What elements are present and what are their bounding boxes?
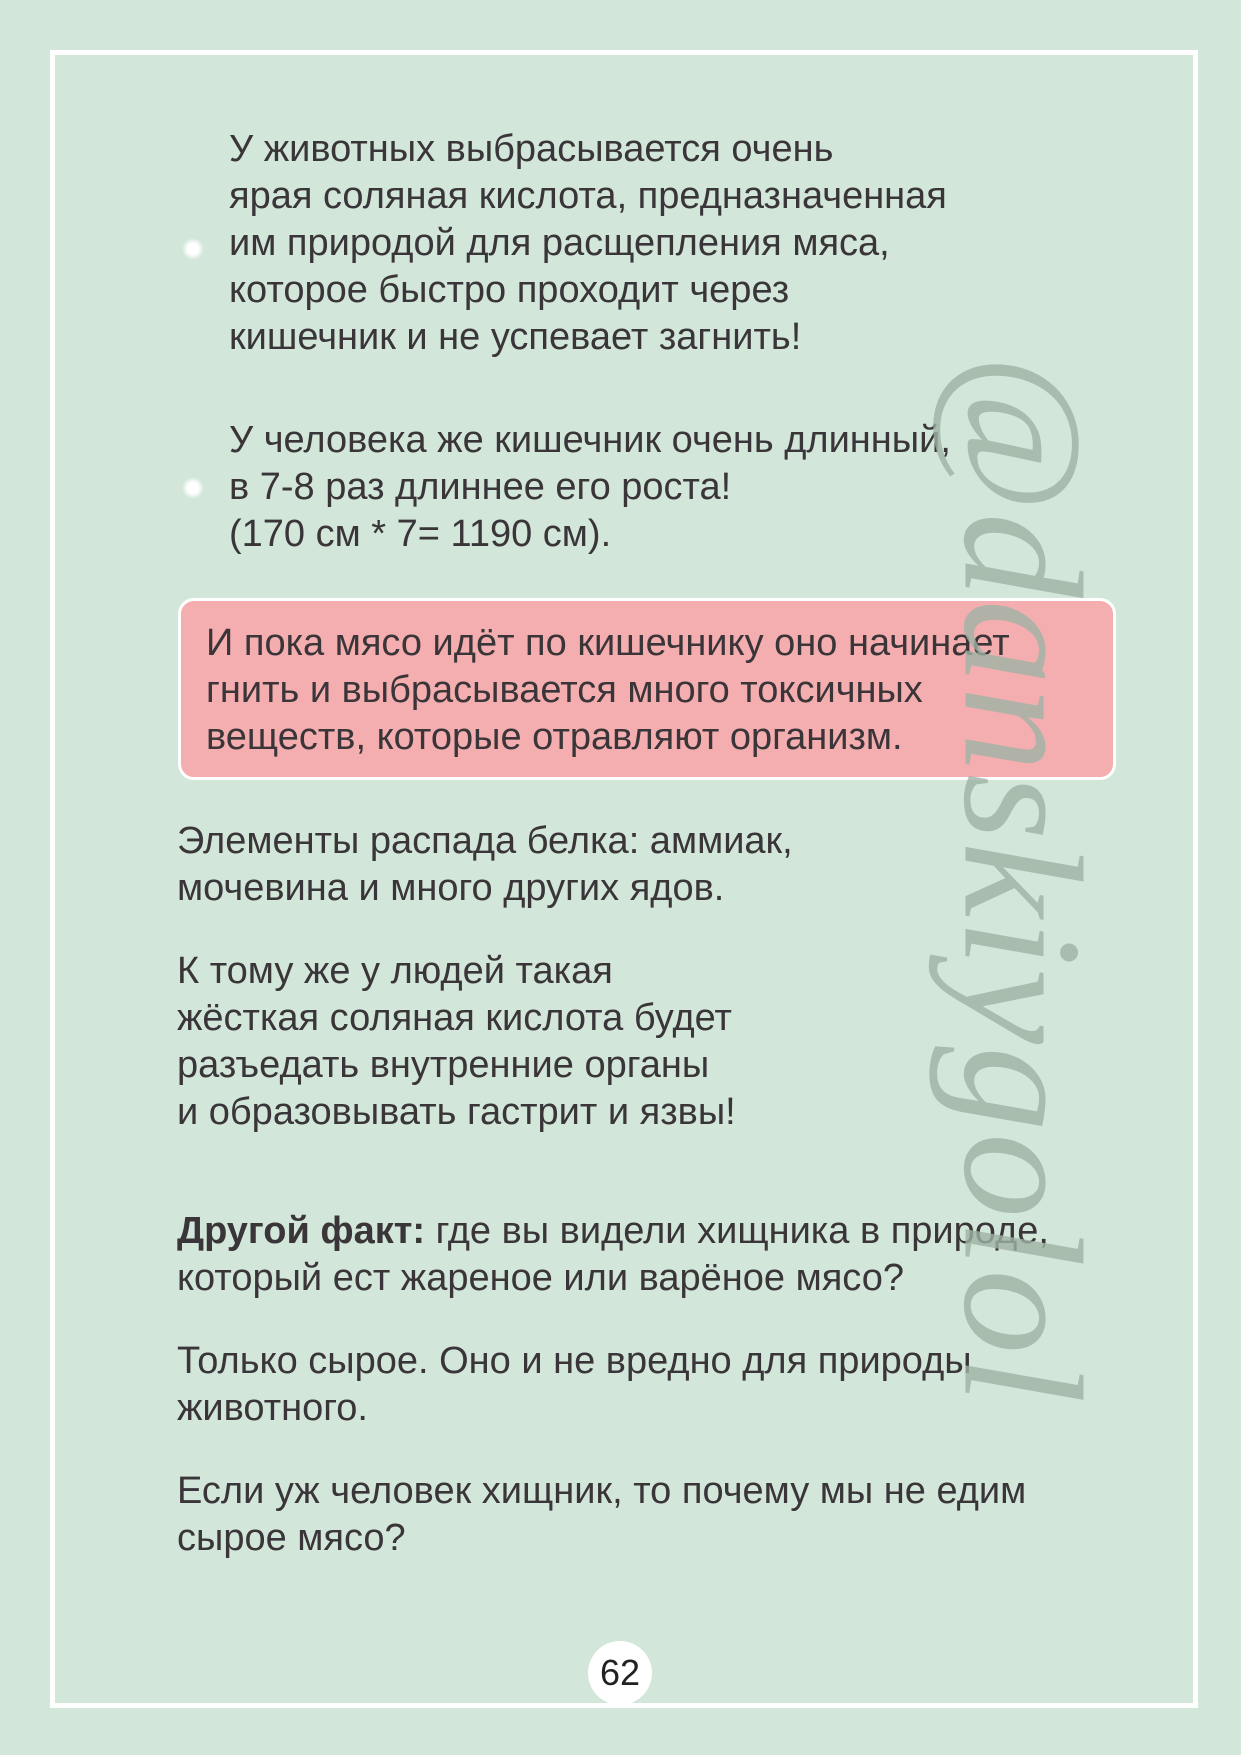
text-line: гнить и выбрасывается много токсичных [206, 669, 923, 711]
page-number: 62 [588, 1641, 652, 1705]
fact-label: Другой факт: [177, 1210, 426, 1252]
text-line: который ест жареное или варёное мясо? [177, 1257, 904, 1299]
text-line: которое быстро проходит через [229, 269, 790, 311]
bullet-dot [182, 238, 204, 260]
bullet-dot [182, 477, 204, 499]
text-line: У животных выбрасывается очень [229, 128, 834, 170]
fact-text: где вы видели хищника в природе, [425, 1210, 1049, 1252]
text-line: Если уж человек хищник, то почему мы не едим [177, 1470, 1027, 1512]
text-line: мочевина и много других ядов. [177, 867, 725, 909]
bullet-paragraph-human [229, 417, 951, 558]
text-line: кишечник и не успевает загнить! [229, 316, 802, 358]
text-line: животного. [177, 1387, 368, 1429]
text-line: сырое мясо? [177, 1517, 406, 1559]
paragraph-question [177, 1468, 1026, 1562]
text-line: жёсткая соляная кислота будет [177, 997, 732, 1039]
paragraph-raw [177, 1338, 972, 1432]
text-line: Элементы распада белка: аммиак, [177, 820, 793, 862]
text-line: им природой для расщепления мяса, [229, 222, 890, 264]
text-line: ярая соляная кислота, предназначенная [229, 175, 947, 217]
text-line: веществ, которые отравляют организм. [206, 716, 903, 758]
text-line: К тому же у людей такая [177, 950, 613, 992]
paragraph-acid [177, 948, 736, 1136]
text-line: разъедать внутренние органы [177, 1044, 710, 1086]
callout-text [206, 620, 1010, 761]
watermark: @danskiygolol [928, 354, 1117, 1406]
text-line: У человека же кишечник очень длинный, [229, 419, 951, 461]
text-line: в 7-8 раз длиннее его роста! [229, 466, 732, 508]
text-line [177, 1208, 1049, 1255]
paragraph-fact [177, 1208, 1049, 1302]
bullet-paragraph-animals [229, 126, 947, 361]
text-line: Только сырое. Оно и не вредно для природы [177, 1340, 972, 1382]
paragraph-protein [177, 818, 793, 912]
text-line: И пока мясо идёт по кишечнику оно начинает [206, 622, 1010, 664]
text-line: (170 см * 7= 1190 см). [229, 513, 612, 555]
text-line: и образовывать гастрит и язвы! [177, 1091, 736, 1133]
